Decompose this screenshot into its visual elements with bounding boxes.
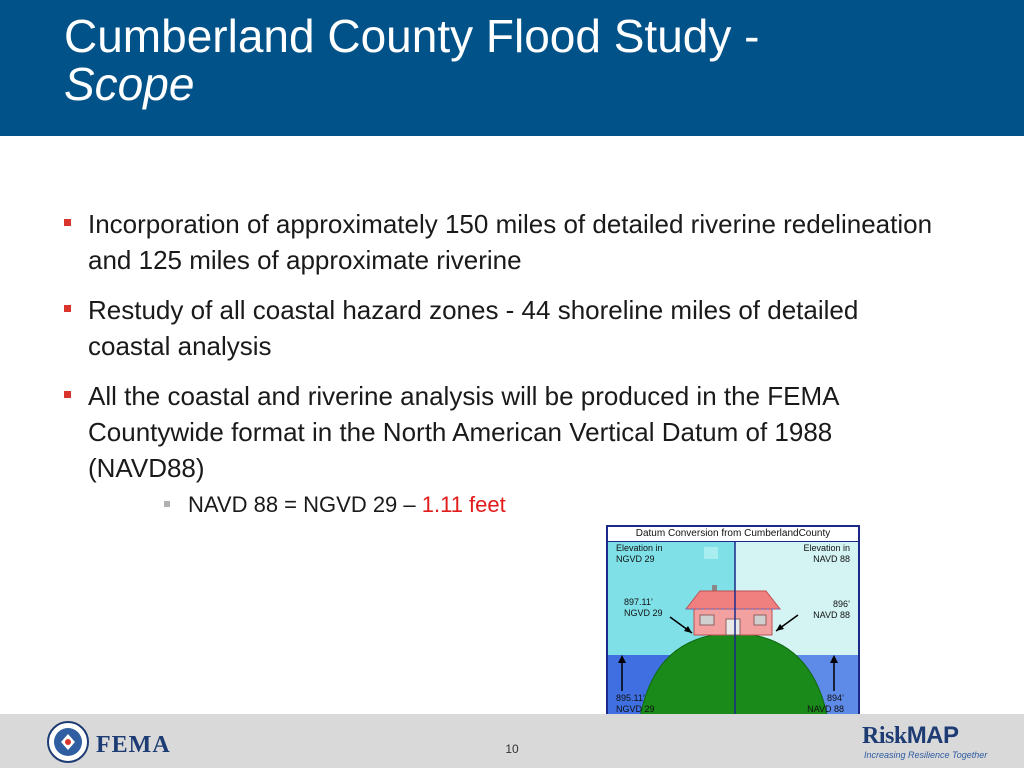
title-banner: [0, 0, 1024, 136]
bullet-item: [62, 378, 942, 486]
riskmap-map: MAP: [906, 722, 959, 749]
bullet-text: All the coastal and riverine analysis will be produced in the FEMA Countywide format in the North American Vertical Datum of 1988 (NAVD88): [88, 381, 839, 483]
bullet-text: Restudy of all coastal hazard zones - 44 shoreline miles of detailed coastal analysis: [88, 295, 859, 361]
sub-bullet-text: NAVD 88 = NGVD 29 –: [188, 492, 422, 517]
riskmap-tagline: Increasing Resilience Together: [864, 750, 988, 760]
lower-right-elevation: 894’ NAVD 88: [807, 693, 844, 714]
square-bullet-icon: [64, 219, 71, 226]
title-subtitle: Scope: [64, 58, 195, 110]
datum-conversion-diagram: [606, 525, 860, 735]
lower-left-elevation: 895.11’ NGVD 29: [616, 693, 655, 714]
square-bullet-icon: [64, 391, 71, 398]
bullet-item: [62, 206, 942, 278]
fema-logo: FEMA: [96, 732, 171, 758]
sub-bullet-highlight: 1.11 feet: [421, 492, 506, 517]
diagram-title: Datum Conversion from CumberlandCounty: [608, 527, 858, 542]
bullet-text: Incorporation of approximately 150 miles of detailed riverine redelineation and 125 miles of approximate riverine: [88, 209, 933, 275]
sub-bullet-item: [164, 490, 942, 520]
right-header: Elevation in NAVD 88: [803, 543, 850, 564]
left-header: Elevation in NGVD 29: [616, 543, 663, 564]
square-bullet-icon: [164, 501, 170, 507]
title-main: Cumberland County Flood Study -: [64, 10, 760, 62]
upper-left-elevation: 897.11’ NGVD 29: [624, 597, 663, 618]
square-bullet-icon: [64, 305, 71, 312]
upper-right-elevation: 896’ NAVD 88: [813, 599, 850, 620]
slide-title: [64, 12, 759, 108]
bullet-item: [62, 292, 942, 364]
riskmap-risk: Risk: [862, 723, 907, 749]
bullet-list: [62, 206, 942, 520]
page-number: 10: [505, 742, 519, 756]
riskmap-logo: [862, 722, 959, 750]
